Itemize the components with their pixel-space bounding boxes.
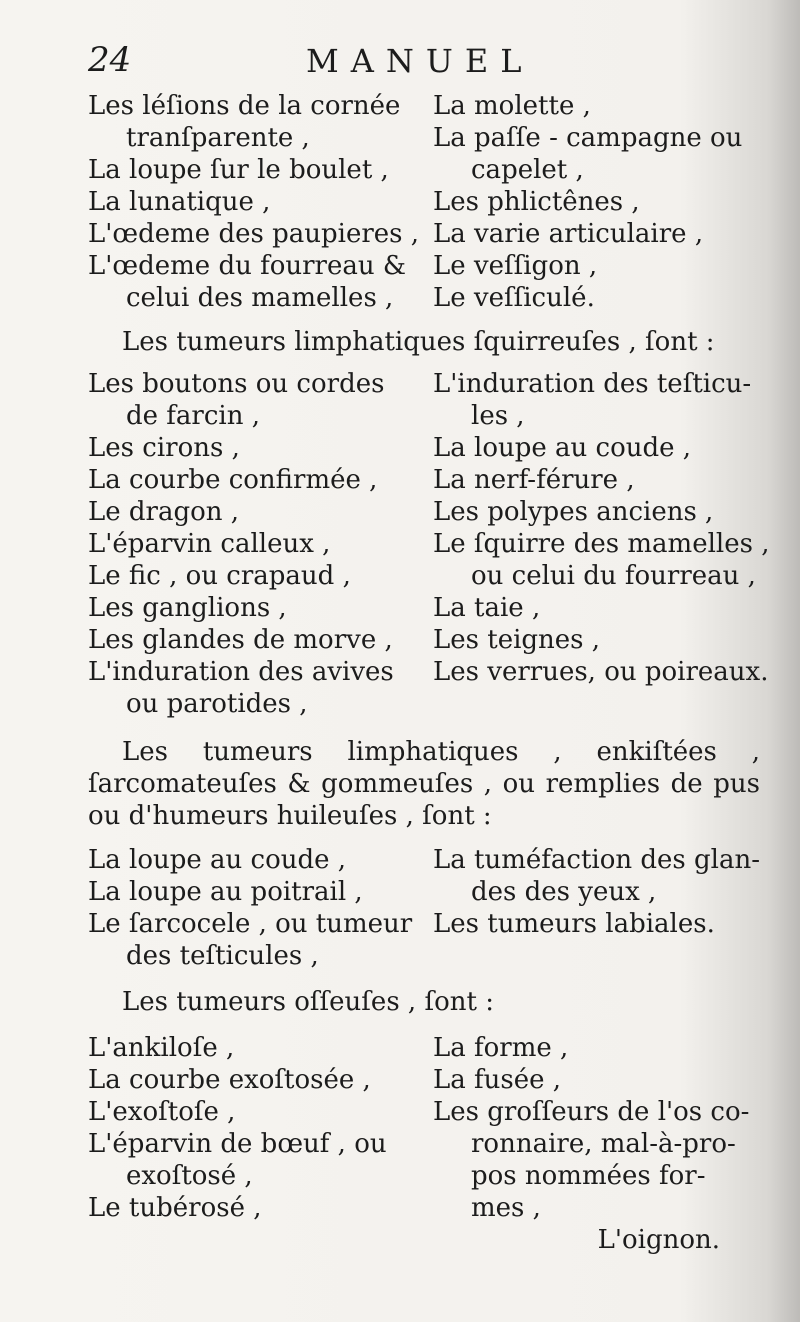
list-item: La paſſe - campagne ou capelet , <box>433 123 743 185</box>
list-item: Le dragon , <box>88 497 240 527</box>
list-item: Le veſſigon , <box>433 251 598 281</box>
list-item: La loupe au poitrail , <box>88 877 363 907</box>
left-column <box>88 90 433 314</box>
list-block-1 <box>88 90 760 314</box>
list-item: La courbe exoſtosée , <box>88 1065 371 1095</box>
list-item: L'induration des avives ou parotides , <box>88 657 394 719</box>
list-item: L'ankiloſe , <box>88 1033 235 1063</box>
list-item: Les polypes anciens , <box>433 497 714 527</box>
page-number: 24 <box>88 40 132 80</box>
right-column <box>433 368 770 720</box>
list-item: La forme , <box>433 1033 569 1063</box>
list-item: Le ſarcocele , ou tumeur des teſticules , <box>88 909 413 971</box>
list-item: L'éparvin calleux , <box>88 529 331 559</box>
list-item: Les verrues, ou poireaux. <box>433 657 769 687</box>
list-item: L'œdeme des paupieres , <box>88 219 420 249</box>
list-item: Le tubérosé , <box>88 1193 262 1223</box>
list-block-4 <box>88 1032 760 1256</box>
list-item: Les boutons ou cordes de farcin , <box>88 369 385 431</box>
list-item: L'œdeme du fourreau & celui des mamelles , <box>88 251 407 313</box>
page-header <box>88 40 608 92</box>
left-column <box>88 368 433 720</box>
list-item: La courbe confirmée , <box>88 465 378 495</box>
list-item: La molette , <box>433 91 591 121</box>
right-column <box>433 1032 760 1256</box>
list-block-3 <box>88 844 760 972</box>
running-head: MANUEL <box>306 42 534 80</box>
section-heading-osseous: Les tumeurs oſſeuſes , ſont : <box>122 987 494 1017</box>
right-column <box>433 844 760 972</box>
list-item: La nerf-férure , <box>433 465 635 495</box>
list-item: L'exoſtoſe , <box>88 1097 236 1127</box>
list-item: La loupe au coude , <box>88 845 347 875</box>
list-item: Le ſquirre des mamelles , ou celui du fourreau , <box>433 529 770 591</box>
list-item: Les cirons , <box>88 433 240 463</box>
right-column <box>433 90 760 314</box>
list-item: Les ganglions , <box>88 593 287 623</box>
list-item: L'induration des teſticu- les , <box>433 369 752 431</box>
list-item: L'éparvin de bœuf , ou exoſtosé , <box>88 1129 387 1191</box>
list-item: Le fic , ou crapaud , <box>88 561 351 591</box>
left-column <box>88 844 433 972</box>
list-item: La taie , <box>433 593 541 623</box>
list-item: Les léſions de la cornée tranſparente , <box>88 91 401 153</box>
list-item: Les tumeurs labiales. <box>433 909 715 939</box>
list-item: La fusée , <box>433 1065 562 1095</box>
list-item: La varie articulaire , <box>433 219 704 249</box>
left-column <box>88 1032 433 1256</box>
section-heading-encysted: Les tumeurs limphatiques , enkiſtées , ſarcomateuſes & gommeuſes , ou remplies de pus ou d'humeurs huileuſes , ſont : <box>88 737 760 831</box>
list-item: La lunatique , <box>88 187 271 217</box>
list-item: La tuméfaction des glan- des des yeux , <box>433 845 761 907</box>
list-item: Le veſſiculé. <box>433 283 595 313</box>
list-item: La loupe ſur le boulet , <box>88 155 389 185</box>
list-item: L'oignon. <box>597 1225 720 1255</box>
list-item: Les teignes , <box>433 625 601 655</box>
list-block-2 <box>88 368 770 720</box>
list-item: Les glandes de morve , <box>88 625 393 655</box>
section-heading-scirrhous: Les tumeurs limphatiques ſquirreuſes , ſont : <box>122 327 715 357</box>
list-item: Les groſſeurs de l'os co- ronnaire, mal-à-pro- pos nommées for- mes , <box>433 1097 750 1223</box>
list-item: Les phlictênes , <box>433 187 640 217</box>
list-item: La loupe au coude , <box>433 433 692 463</box>
